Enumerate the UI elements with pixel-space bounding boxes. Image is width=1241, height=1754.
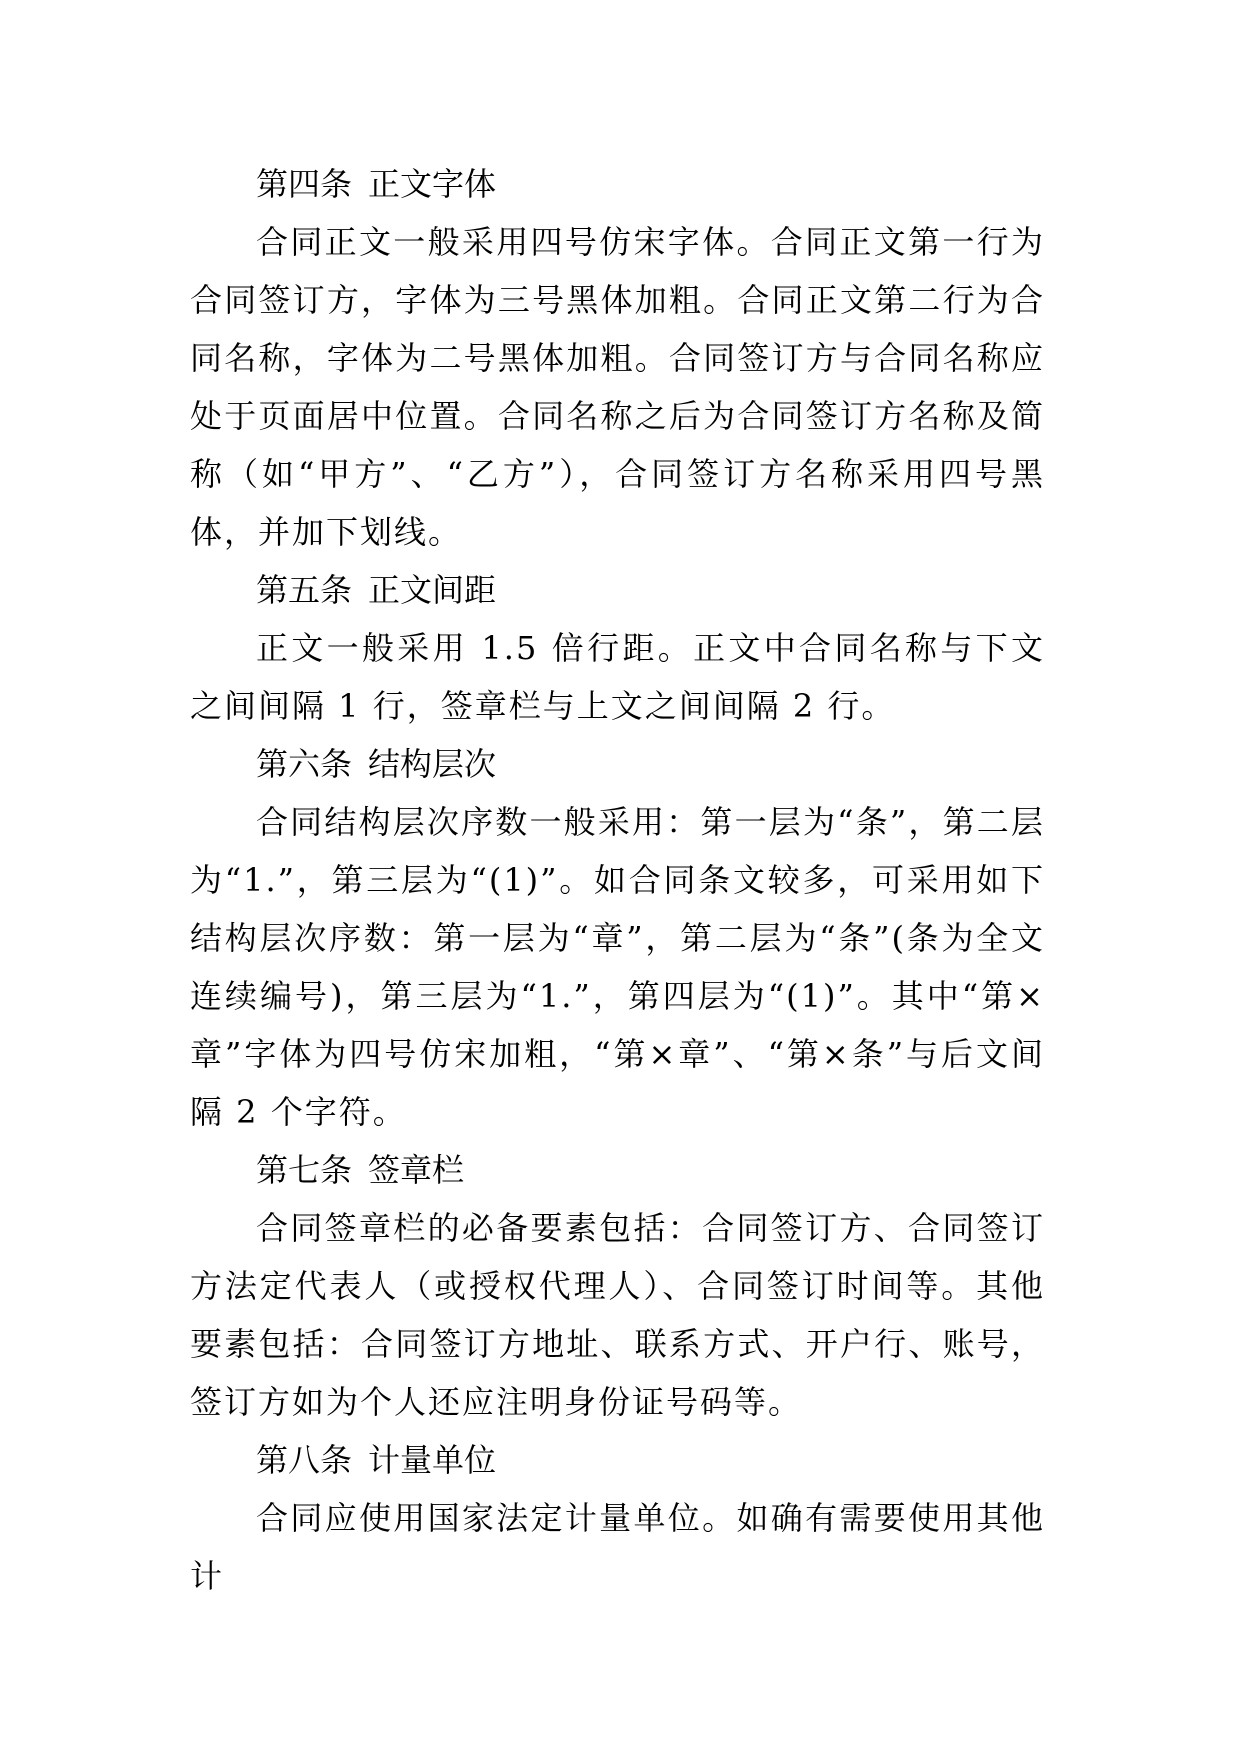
article-title: 计量单位 (368, 1441, 497, 1479)
article-title: 签章栏 (368, 1151, 465, 1189)
article-number: 第五条 (256, 571, 353, 609)
article-number: 第四条 (256, 165, 353, 203)
section-heading (190, 735, 1045, 793)
body-paragraph: 合同签章栏的必备要素包括：合同签订方、合同签订方法定代表人（或授权代理人）、合同签订时间等。其他要素包括：合同签订方地址、联系方式、开户行、账号，签订方如为个人还应注明身份证号码等。 (190, 1209, 1045, 1421)
article-title: 正文间距 (368, 571, 497, 609)
body-paragraph: 正文一般采用 1.5 倍行距。正文中合同名称与下文之间间隔 1 行，签章栏与上文之间间隔 2 行。 (190, 629, 1045, 725)
article-number: 第八条 (256, 1441, 353, 1479)
body-paragraph: 合同应使用国家法定计量单位。如确有需要使用其他计 (190, 1499, 1045, 1595)
section-heading (190, 155, 1045, 213)
section-heading (190, 1431, 1045, 1489)
body-paragraph: 合同正文一般采用四号仿宋字体。合同正文第一行为合同签订方，字体为三号黑体加粗。合同正文第二行为合同名称，字体为二号黑体加粗。合同签订方与合同名称应处于页面居中位置。合同名称之后为合同签订方名称及简称（如“甲方”、“乙方”），合同签订方名称采用四号黑体，并加下划线。 (190, 223, 1045, 551)
section-heading (190, 561, 1045, 619)
article-number: 第六条 (256, 745, 353, 783)
section-heading (190, 1141, 1045, 1199)
article-title: 结构层次 (368, 745, 497, 783)
document-body (190, 155, 1045, 1605)
article-title: 正文字体 (368, 165, 497, 203)
article-number: 第七条 (256, 1151, 353, 1189)
body-paragraph: 合同结构层次序数一般采用：第一层为“条”，第二层为“1.”，第三层为“(1)”。如合同条文较多，可采用如下结构层次序数：第一层为“章”，第二层为“条”(条为全文连续编号)，第三层为“1.”，第四层为“(1)”。其中“第×章”字体为四号仿宋加粗，“第×章”、“第×条”与后文间隔 2 个字符。 (190, 803, 1045, 1131)
